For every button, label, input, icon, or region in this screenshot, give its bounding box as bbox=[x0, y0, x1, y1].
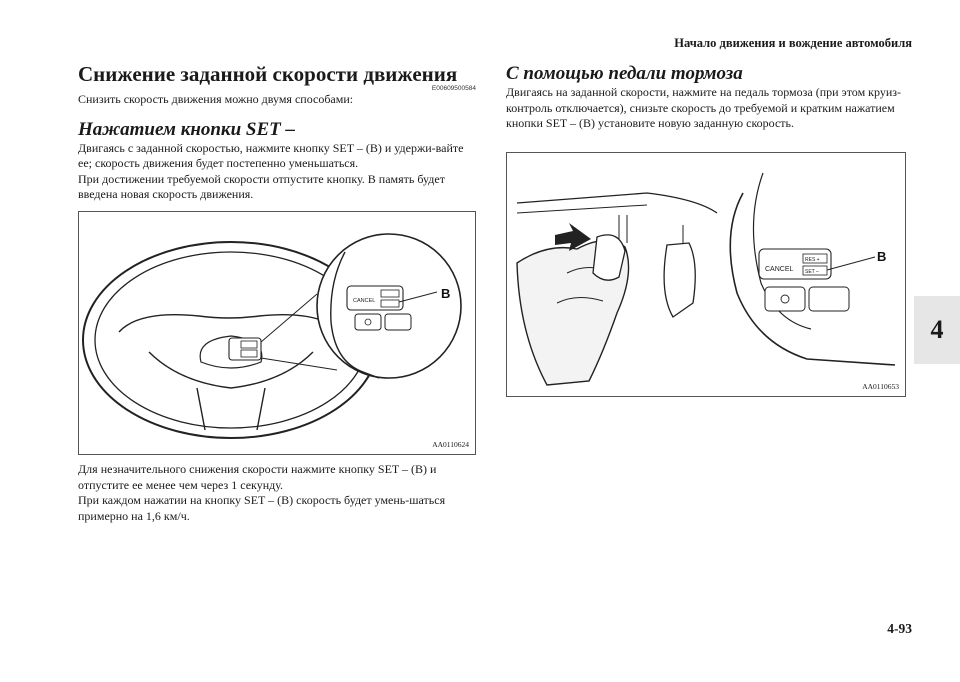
paragraph-set-hold: Двигаясь с заданной скоростью, нажмите кнопку SET – (B) и удержи-вайте ее; скорость движения будет постепенно уменьшаться. bbox=[78, 140, 464, 170]
subtitle-set-button: Нажатием кнопки SET – bbox=[78, 118, 295, 140]
figure-code-right: AA0110653 bbox=[862, 382, 899, 391]
figure-code-left: AA0110624 bbox=[432, 440, 469, 449]
section-tab bbox=[914, 296, 960, 364]
fig2-set-label: SET – bbox=[805, 269, 819, 275]
intro-text: Снизить скорость движения можно двумя способами: bbox=[78, 92, 354, 106]
paragraph-step-decrease: При каждом нажатии на кнопку SET – (B) скорость будет умень-шаться примерно на 1,6 км/ч. bbox=[78, 493, 446, 523]
left-column bbox=[78, 62, 476, 203]
brake-pedal-illustration bbox=[507, 153, 905, 396]
figure-steering-wheel bbox=[78, 211, 476, 455]
figure-brake-pedal bbox=[506, 152, 906, 397]
section-title: Снижение заданной скорости движения bbox=[78, 62, 458, 86]
fig2-res-label: RES + bbox=[805, 257, 820, 263]
steering-wheel-illustration bbox=[79, 212, 475, 454]
paragraph-release: При достижении требуемой скорости отпустите кнопку. В память будет введена новая скорость движения. bbox=[78, 171, 445, 201]
fig2-label-b: B bbox=[877, 249, 887, 264]
left-column-bottom bbox=[78, 462, 476, 524]
section-code: E00609500584 bbox=[431, 85, 476, 92]
fig1-cancel-label: CANCEL bbox=[353, 298, 376, 304]
fig1-label-b: B bbox=[441, 286, 451, 301]
subtitle-brake-pedal: С помощью педали тормоза bbox=[506, 63, 743, 84]
right-column bbox=[506, 62, 906, 132]
section-tab-number: 4 bbox=[930, 315, 944, 344]
fig2-cancel-label: CANCEL bbox=[765, 266, 794, 273]
paragraph-brake: Двигаясь на заданной скорости, нажмите на педаль тормоза (при этом круиз-контроль отключается), снизьте скорость до требуемой и кратким нажатием кнопки SET – (B) установите новую заданную скорость. bbox=[506, 85, 901, 130]
running-header: Начало движения и вождение автомобиля bbox=[674, 36, 912, 50]
paragraph-short-press: Для незначительного снижения скорости нажмите кнопку SET – (B) и отпустите ее менее чем через 1 секунду. bbox=[78, 462, 437, 492]
page-number: 4-93 bbox=[887, 621, 912, 636]
